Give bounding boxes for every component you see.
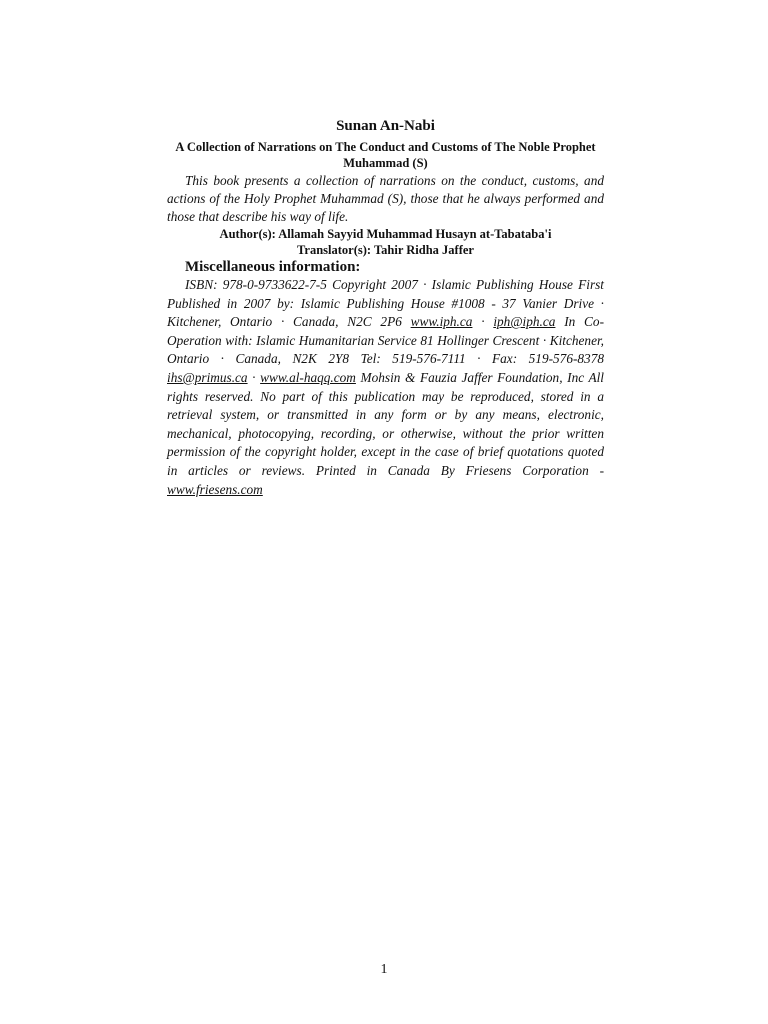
iph-email-link[interactable]: iph@iph.ca — [493, 314, 556, 330]
al-haqq-website-link[interactable]: www.al-haqq.com — [260, 369, 356, 385]
book-subtitle: A Collection of Narrations on The Conduct and Customs of The Noble Prophet Muhammad (S) — [175, 140, 596, 170]
iph-website-link[interactable]: www.iph.ca — [410, 314, 473, 330]
misc-heading: Miscellaneous information: — [185, 259, 361, 275]
friesens-website-link[interactable]: www.friesens.com — [167, 481, 263, 497]
ihs-email-link[interactable]: ihs@primus.ca — [167, 369, 248, 385]
misc-text-part3: Mohsin & Fauzia Jaffer Foundation, Inc All rights reserved. No part of this publication may be reproduced, stored in a retrieval system, or transmitted in any form or by any means, electronic, mechanical, photocopying, recording, or otherwise, without the prior written permission of the copyright holder, except in the case of brief quotations quoted in articles or reviews. Printed in Canada By Friesens Corporation - — [167, 369, 604, 478]
misc-text-part1: ISBN: 978-0-9733622-7-5 Copyright 2007 · Islamic Publishing House First Published in 2007 by: Islamic Publishing House #1008 - 37 Vanier Drive · Kitchener, Ontario · Canada, N2C 2P6 — [167, 277, 604, 330]
book-description: This book presents a collection of narrations on the conduct, customs, and actions of the Holy Prophet Muhammad (S), those that he always performed and those that describe his way of life. — [167, 173, 604, 224]
translator-line: Translator(s): Tahir Ridha Jaffer — [297, 243, 474, 257]
page-number: 1 — [380, 962, 388, 977]
misc-separator-1: · — [472, 314, 494, 330]
misc-paragraph — [167, 276, 604, 499]
book-title: Sunan An-Nabi — [336, 118, 435, 134]
author-line: Author(s): Allamah Sayyid Muhammad Husayn at-Tabataba'i — [219, 227, 552, 241]
misc-separator-2: · — [247, 369, 261, 385]
page-content — [167, 117, 604, 499]
misc-text-part2: In Co-Operation with: Islamic Humanitarian Service 81 Hollinger Crescent · Kitchener, Ontario · Canada, N2K 2Y8 Tel: 519-576-7111 · Fax: 519-576-8378 — [167, 314, 604, 367]
